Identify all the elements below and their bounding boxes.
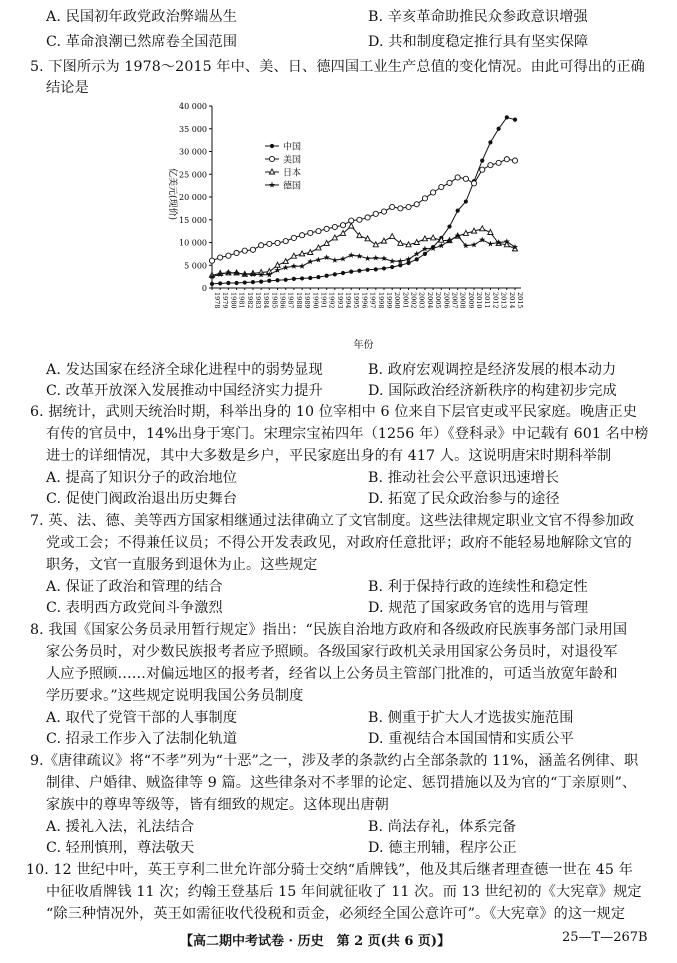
x-tick-label: 1979 bbox=[221, 292, 230, 309]
legend-entry bbox=[265, 180, 301, 192]
y-axis-label: 亿美元(现价) bbox=[167, 168, 177, 221]
data-point bbox=[349, 270, 353, 274]
data-point bbox=[357, 269, 361, 273]
x-tick-label: 1995 bbox=[352, 292, 361, 309]
data-point bbox=[447, 180, 452, 185]
data-point bbox=[505, 115, 509, 119]
x-tick-label: 2012 bbox=[491, 292, 500, 309]
q9-stem-line2: 制律、户婚律、贼盗律等 9 篇。这些律条对不孝罪的论定、惩罚措施以及为官的“丁亲原则”、 bbox=[46, 775, 637, 791]
data-point bbox=[438, 242, 444, 248]
q6-option-a[interactable]: A. 提高了知识分子的政治地位 bbox=[46, 470, 238, 486]
data-point bbox=[471, 181, 476, 186]
data-point bbox=[299, 263, 305, 269]
q7-option-a[interactable]: A. 保证了政治和管理的结合 bbox=[46, 579, 223, 595]
data-point bbox=[218, 281, 222, 285]
data-point bbox=[332, 257, 338, 263]
x-tick-label: 2003 bbox=[417, 292, 426, 309]
legend-entry bbox=[265, 141, 301, 153]
series-德国 bbox=[209, 232, 518, 279]
y-tick-label: 10 000 bbox=[179, 238, 207, 248]
x-tick-label: 2001 bbox=[401, 292, 410, 309]
data-point bbox=[259, 243, 264, 248]
series-line bbox=[212, 226, 515, 275]
q9-option-a[interactable]: A. 援礼入法，礼法结合 bbox=[46, 819, 195, 835]
q5-stem-line1: 5. 下图所示为 1978～2015 年中、美、日、德四国工业生产总值的变化情况。由此可得出的正确 bbox=[30, 59, 645, 75]
q9-option-d[interactable]: D. 德主刑辅，程序公正 bbox=[368, 840, 517, 856]
data-point bbox=[422, 196, 427, 201]
data-point bbox=[269, 156, 274, 161]
data-point bbox=[439, 184, 444, 189]
data-point bbox=[315, 257, 321, 263]
data-point bbox=[464, 199, 468, 203]
q9-option-c[interactable]: C. 轻刑慎刑，尊法敬天 bbox=[46, 840, 195, 856]
q8-option-c[interactable]: C. 招录工作步入了法制化轨道 bbox=[46, 731, 238, 747]
data-point bbox=[275, 278, 279, 282]
legend-label: 中国 bbox=[283, 142, 302, 153]
q8-option-b[interactable]: B. 侧重于扩大人才选拔实施范围 bbox=[368, 710, 574, 726]
page-footer-code: 25—T—267B bbox=[562, 930, 648, 945]
x-tick-label: 2005 bbox=[434, 292, 443, 309]
x-tick-label: 1981 bbox=[237, 292, 246, 309]
q5-option-b[interactable]: B. 政府宏观调控是经济发展的根本动力 bbox=[368, 362, 617, 378]
x-tick-label: 2008 bbox=[458, 292, 467, 309]
data-point bbox=[415, 257, 419, 261]
data-point bbox=[209, 258, 214, 263]
q9-option-b[interactable]: B. 尚法存礼，体系完备 bbox=[368, 819, 517, 835]
data-point bbox=[324, 226, 329, 231]
data-point bbox=[356, 253, 362, 259]
q4-option-c[interactable]: C. 革命浪潮已然席卷全国范围 bbox=[46, 34, 238, 50]
data-point bbox=[348, 252, 354, 258]
data-point bbox=[283, 259, 288, 264]
x-tick-label: 1994 bbox=[344, 292, 353, 309]
data-point bbox=[267, 241, 272, 246]
series-美国 bbox=[209, 157, 517, 264]
x-tick-label: 1996 bbox=[360, 292, 369, 309]
data-point bbox=[374, 267, 378, 271]
legend-label: 美国 bbox=[283, 155, 302, 166]
y-tick-label: 25 000 bbox=[179, 170, 207, 180]
y-tick-label: 30 000 bbox=[179, 147, 207, 157]
data-point bbox=[513, 118, 517, 122]
data-point bbox=[259, 280, 263, 284]
data-point bbox=[471, 242, 477, 248]
x-tick-label: 1991 bbox=[319, 292, 328, 309]
q4-option-b[interactable]: B. 辛亥革命助推民众参政意识增强 bbox=[368, 9, 588, 25]
x-tick-label: 1997 bbox=[368, 292, 377, 309]
data-point bbox=[431, 235, 436, 240]
x-tick-label: 2013 bbox=[499, 292, 508, 309]
data-point bbox=[284, 278, 288, 282]
q8-stem-line2: 家公务员时，对少数民族报考者应予照顾。各级国家行政机关录用国家公务员时，对退役军 bbox=[46, 644, 618, 660]
q10-stem-line2: 中征收盾牌钱 11 次；约翰王登基后 15 年间就征收了 11 次。而 13 世纪初的《大宪章》规定 bbox=[46, 884, 642, 900]
data-point bbox=[455, 175, 460, 180]
q6-option-c[interactable]: C. 促使门阀政治退出历史舞台 bbox=[46, 491, 238, 507]
data-point bbox=[487, 241, 493, 247]
data-point bbox=[390, 234, 395, 239]
x-tick-label: 2015 bbox=[516, 292, 524, 309]
x-tick-label: 1983 bbox=[253, 292, 262, 309]
data-point bbox=[349, 223, 354, 228]
x-tick-label: 1986 bbox=[278, 292, 287, 309]
data-point bbox=[316, 275, 320, 279]
x-tick-label: 2009 bbox=[466, 292, 475, 309]
x-tick-label: 2011 bbox=[483, 292, 492, 309]
data-point bbox=[497, 127, 501, 131]
industrial-output-chart bbox=[160, 98, 530, 360]
x-tick-label: 2007 bbox=[450, 292, 459, 309]
y-tick-label: 35 000 bbox=[179, 124, 207, 134]
data-point bbox=[397, 258, 403, 264]
data-point bbox=[456, 209, 460, 213]
data-point bbox=[365, 268, 369, 272]
q8-option-d[interactable]: D. 重视结合本国国情和实质公平 bbox=[368, 731, 574, 747]
data-point bbox=[324, 240, 329, 245]
data-point bbox=[357, 217, 362, 222]
q7-stem-line2: 党或工会；不得兼任议员；不得公开发表政见，对政府任意批评；政府不能轻易地解除文官的 bbox=[46, 535, 632, 551]
data-point bbox=[430, 245, 436, 251]
data-point bbox=[431, 190, 436, 195]
x-tick-label: 1992 bbox=[327, 292, 336, 309]
q10-stem-line1: 10. 12 世纪中叶，英王亨利二世允许部分骑士交纳“盾牌钱”，他及其后继者理查德一世在 45 年 bbox=[26, 862, 633, 878]
q4-option-d[interactable]: D. 共和制度稳定推行具有坚实保障 bbox=[368, 34, 589, 50]
data-point bbox=[480, 226, 485, 231]
q7-stem-line3: 职务，文官一直服务到退休为止。这些规定 bbox=[46, 557, 318, 573]
q7-option-c[interactable]: C. 表明西方政党间斗争激烈 bbox=[46, 600, 223, 616]
data-point bbox=[398, 206, 403, 211]
q7-option-d[interactable]: D. 规范了国家政务官的选用与管理 bbox=[368, 600, 589, 616]
data-point bbox=[504, 157, 509, 162]
q6-stem-line3: 进士的详细情况，其中大多数是乡户，平民家庭出身的有 417 人。这说明唐宋时期科举制 bbox=[46, 448, 612, 464]
x-tick-label: 1990 bbox=[311, 292, 320, 309]
x-axis-label: 年份 bbox=[353, 340, 374, 351]
data-point bbox=[226, 253, 231, 258]
data-point bbox=[275, 240, 280, 245]
data-point bbox=[340, 256, 346, 262]
data-point bbox=[283, 264, 289, 270]
x-tick-label: 2014 bbox=[507, 292, 516, 309]
data-point bbox=[234, 250, 239, 255]
data-point bbox=[270, 144, 274, 148]
data-point bbox=[333, 272, 337, 276]
data-point bbox=[373, 255, 379, 261]
data-point bbox=[381, 255, 387, 261]
x-tick-label: 1985 bbox=[270, 292, 279, 309]
q7-option-b[interactable]: B. 利于保持行政的连续性和稳定性 bbox=[368, 579, 588, 595]
series-line bbox=[212, 117, 515, 284]
q7-stem-line1: 7. 英、法、德、美等西方国家相继通过法律确立了文官制度。这些法律规定职业文官不得参加政 bbox=[30, 513, 635, 529]
x-tick-label: 2000 bbox=[393, 292, 402, 309]
data-point bbox=[373, 211, 378, 216]
data-point bbox=[308, 276, 312, 280]
y-tick-label: 0 bbox=[201, 284, 207, 293]
x-tick-label: 2002 bbox=[409, 292, 418, 309]
q6-option-b[interactable]: B. 推动社会公平意识迅速增长 bbox=[368, 470, 560, 486]
q9-stem-line3: 家族中的尊卑等级等，皆有细致的规定。这体现出唐朝 bbox=[46, 797, 389, 813]
data-point bbox=[390, 204, 395, 209]
data-point bbox=[217, 271, 223, 277]
x-tick-label: 2010 bbox=[475, 292, 484, 309]
data-point bbox=[365, 255, 371, 261]
data-point bbox=[299, 233, 304, 238]
data-point bbox=[389, 258, 395, 264]
data-point bbox=[480, 167, 485, 172]
data-point bbox=[218, 255, 223, 260]
x-tick-label: 1993 bbox=[335, 292, 344, 309]
data-point bbox=[398, 240, 403, 245]
data-point bbox=[300, 276, 304, 280]
data-point bbox=[324, 254, 330, 260]
data-point bbox=[250, 271, 256, 277]
data-point bbox=[480, 159, 484, 163]
x-tick-label: 1998 bbox=[376, 292, 385, 309]
q8-stem-line1: 8. 我国《国家公务员录用暂行规定》指出：“民族自治地方政府和各级政府民族事务部门录用国 bbox=[30, 622, 628, 638]
q5-option-d[interactable]: D. 国际政治经济新秩序的构建初步完成 bbox=[368, 383, 617, 399]
q8-option-a[interactable]: A. 取代了党管干部的人事制度 bbox=[46, 710, 238, 726]
data-point bbox=[316, 229, 321, 234]
page-footer-title: 【高二期中考试卷 · 历史 第 2 页(共 6 页)】 bbox=[180, 934, 451, 949]
x-tick-label: 1984 bbox=[262, 292, 271, 309]
data-point bbox=[512, 158, 517, 163]
data-point bbox=[234, 281, 238, 285]
q8-stem-line4: 学历要求。”这些规定说明我国公务员制度 bbox=[46, 688, 304, 704]
data-point bbox=[291, 263, 297, 269]
q8-stem-line3: 人应予照顾……对偏远地区的报考者，经省以上公务员主管部门批准的，可适当放宽年龄和 bbox=[46, 666, 618, 682]
q6-option-d[interactable]: D. 拓宽了民众政治参与的途径 bbox=[368, 491, 560, 507]
data-point bbox=[226, 281, 230, 285]
y-tick-label: 5 000 bbox=[184, 261, 207, 271]
q6-stem-line2: 有传的官员中，14%出身于寒门。宋理宗宝祐四年（1256 年）《登科录》中记载有 601 名中榜 bbox=[46, 426, 649, 442]
data-point bbox=[463, 176, 468, 181]
data-point bbox=[308, 230, 313, 235]
data-point bbox=[381, 209, 386, 214]
data-point bbox=[250, 247, 255, 252]
data-point bbox=[423, 252, 427, 256]
legend-label: 日本 bbox=[283, 168, 302, 179]
q10-stem-line3: “除三种情况外，英王如需征收代役税和贡金，必须经全国公意许可”。《大宪章》的这一规定 bbox=[46, 906, 626, 922]
x-tick-label: 1988 bbox=[294, 292, 303, 309]
data-point bbox=[488, 140, 492, 144]
data-point bbox=[406, 204, 411, 209]
x-tick-label: 1989 bbox=[303, 292, 312, 309]
data-point bbox=[447, 224, 451, 228]
data-point bbox=[242, 248, 247, 253]
x-tick-label: 2006 bbox=[442, 292, 451, 309]
data-point bbox=[398, 263, 402, 267]
q4-option-a[interactable]: A. 民国初年政党政治弊端丛生 bbox=[46, 9, 238, 25]
x-tick-label: 2004 bbox=[425, 292, 434, 309]
q5-option-c[interactable]: C. 改革开放深入发展推动中国经济实力提升 bbox=[46, 383, 323, 399]
data-point bbox=[210, 282, 214, 286]
data-point bbox=[382, 266, 386, 270]
data-point bbox=[496, 160, 501, 165]
data-point bbox=[325, 274, 329, 278]
q5-stem-line2: 结论是 bbox=[46, 80, 89, 96]
data-point bbox=[340, 223, 345, 228]
data-point bbox=[251, 280, 255, 284]
x-tick-label: 1980 bbox=[229, 292, 238, 309]
x-tick-label: 1982 bbox=[245, 292, 254, 309]
legend-entry bbox=[265, 167, 301, 179]
data-point bbox=[292, 277, 296, 281]
legend-label: 德国 bbox=[283, 181, 302, 192]
x-tick-label: 1987 bbox=[286, 292, 295, 309]
data-point bbox=[488, 163, 493, 168]
data-point bbox=[332, 224, 337, 229]
q6-stem-line1: 6. 据统计，武则天统治时期，科举出身的 10 位宰相中 6 位来自下层官吏或平民家庭。晚唐正史 bbox=[30, 404, 638, 420]
legend-entry bbox=[265, 154, 301, 166]
y-tick-label: 15 000 bbox=[179, 215, 207, 225]
y-tick-label: 20 000 bbox=[179, 193, 207, 202]
q9-stem-line1: 9.《唐律疏议》将“不孝”列为“十恶”之一，涉及孝的条款约占全部条款的 11%，涵盖名例律、职 bbox=[30, 753, 639, 769]
x-tick-label: 1999 bbox=[384, 292, 393, 309]
data-point bbox=[390, 265, 394, 269]
data-point bbox=[365, 215, 370, 220]
data-point bbox=[283, 239, 288, 244]
data-point bbox=[267, 279, 271, 283]
data-point bbox=[414, 202, 419, 207]
data-point bbox=[341, 271, 345, 275]
data-point bbox=[269, 182, 275, 188]
q5-option-a[interactable]: A. 发达国家在经济全球化进程中的弱势显现 bbox=[46, 362, 323, 378]
data-point bbox=[243, 280, 247, 284]
series-中国 bbox=[210, 115, 517, 286]
y-tick-label: 40 000 bbox=[179, 102, 207, 111]
x-tick-label: 1978 bbox=[213, 292, 221, 309]
data-point bbox=[291, 235, 296, 240]
